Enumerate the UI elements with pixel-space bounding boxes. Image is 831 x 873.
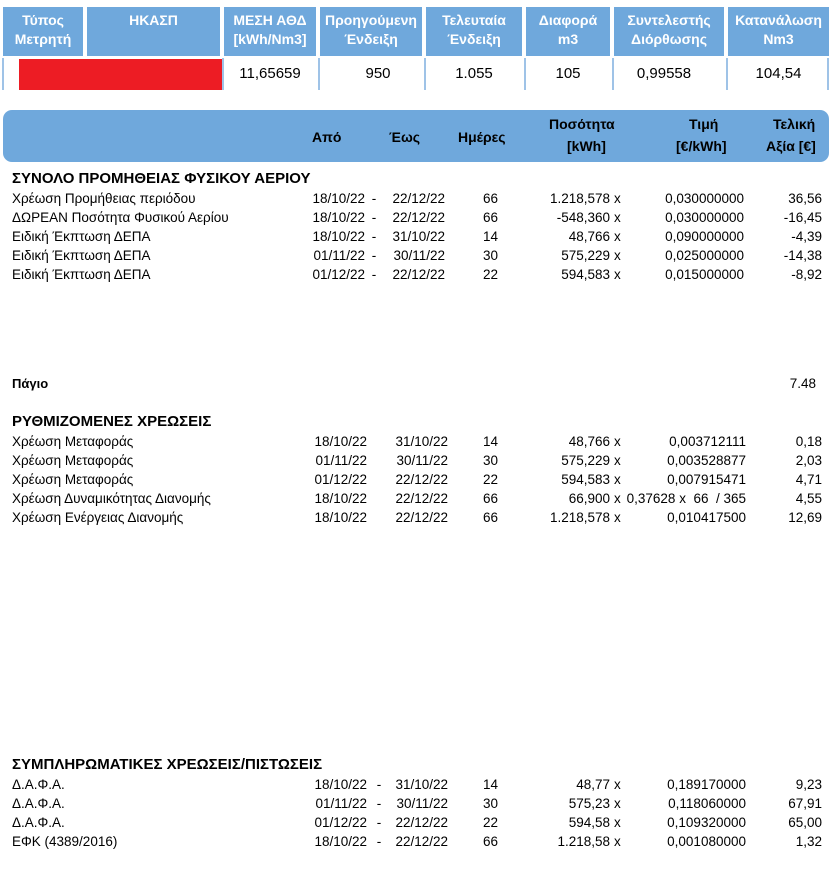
row-value: -14,38 — [783, 248, 822, 263]
table-row — [0, 775, 831, 794]
row-multiply: x — [614, 434, 621, 449]
row-price: 0,118060000 — [668, 796, 746, 811]
col-header-from: Από — [312, 129, 342, 145]
row-description: Ειδική Έκπτωση ΔΕΠΑ — [12, 229, 151, 244]
row-dash: - — [376, 796, 382, 811]
row-description: Δ.Α.Φ.Α. — [12, 777, 65, 792]
row-description: ΕΦΚ (4389/2016) — [12, 834, 118, 849]
row-price: 0,003528877 — [667, 453, 746, 468]
table-row — [0, 813, 831, 832]
row-from: 18/10/22 — [312, 210, 365, 225]
row-to: 22/12/22 — [395, 510, 448, 525]
table-row — [0, 432, 831, 451]
row-quantity: 594,58 — [568, 815, 610, 830]
row-price: 0,025000000 — [665, 248, 744, 263]
row-from: 18/10/22 — [314, 777, 367, 792]
row-quantity: 575,23 — [568, 796, 610, 811]
value-consumption: 104,54 — [755, 65, 802, 82]
row-multiply: x — [614, 229, 621, 244]
header-avg-gcv-line1: ΜΕΣΗ ΑΘΔ — [233, 12, 307, 28]
row-price: 0,109320000 — [667, 815, 746, 830]
header-hkasp-line1: ΗΚΑΣΠ — [129, 12, 178, 28]
row-price: 0,001080000 — [667, 834, 746, 849]
header-last-reading-line1: Τελευταία — [442, 12, 506, 28]
row-multiply: x — [614, 834, 621, 849]
row-quantity: 594,583 — [561, 267, 610, 282]
header-correction-factor — [614, 7, 724, 56]
header-difference — [526, 7, 610, 56]
section-title-supplementary: ΣΥΜΠΛΗΡΩΜΑΤΙΚΕΣ ΧΡΕΩΣΕΙΣ/ΠΙΣΤΩΣΕΙΣ — [12, 756, 323, 773]
header-last-reading — [426, 7, 522, 56]
row-description: ΔΩΡΕΑΝ Ποσότητα Φυσικού Αερίου — [12, 210, 229, 225]
row-from: 01/11/22 — [315, 796, 367, 811]
fixed-fee-value: 7.48 — [789, 376, 816, 391]
row-days: 66 — [482, 491, 498, 506]
row-value: 36,56 — [788, 191, 822, 206]
header-meter-type — [3, 7, 83, 56]
row-from: 01/11/22 — [315, 453, 367, 468]
col-header-qty-unit: [kWh] — [567, 138, 606, 154]
header-last-reading-line2: Ένδειξη — [447, 31, 501, 47]
row-price: 0,010417500 — [667, 510, 746, 525]
row-value: 1,32 — [795, 834, 822, 849]
row-value: -4,39 — [791, 229, 822, 244]
value-previous-reading: 950 — [365, 65, 391, 82]
row-value: 4,55 — [795, 491, 822, 506]
row-value: 67,91 — [788, 796, 822, 811]
row-price: 0,007915471 — [667, 472, 746, 487]
row-description: Χρέωση Μεταφοράς — [12, 434, 134, 449]
row-to: 30/11/22 — [396, 796, 448, 811]
row-days: 30 — [482, 453, 498, 468]
row-days: 22 — [482, 815, 498, 830]
row-to: 22/12/22 — [395, 491, 448, 506]
section-title-supply: ΣΥΝΟΛΟ ΠΡΟΜΗΘΕΙΑΣ ΦΥΣΙΚΟΥ ΑΕΡΙΟΥ — [12, 170, 311, 187]
row-description: Χρέωση Μεταφοράς — [12, 472, 134, 487]
row-value: -8,92 — [791, 267, 822, 282]
row-description: Χρέωση Μεταφοράς — [12, 453, 134, 468]
header-correction-factor-line1: Συντελεστής — [627, 12, 711, 28]
row-value: 2,03 — [795, 453, 822, 468]
row-from: 01/12/22 — [314, 815, 367, 830]
row-dash: - — [371, 229, 377, 244]
row-description: Δ.Α.Φ.Α. — [12, 815, 65, 830]
row-quantity: 48,766 — [568, 229, 610, 244]
row-dash: - — [376, 777, 382, 792]
header-consumption-line1: Κατανάλωση — [735, 12, 822, 28]
header-meter-type-line2: Μετρητή — [14, 31, 72, 47]
row-description: Χρέωση Δυναμικότητας Διανομής — [12, 491, 211, 506]
table-row — [0, 508, 831, 527]
row-price: 0,189170000 — [667, 777, 746, 792]
header-previous-reading — [320, 7, 422, 56]
row-days: 66 — [482, 210, 498, 225]
row-from: 01/12/22 — [312, 267, 365, 282]
value-last-reading: 1.055 — [455, 65, 493, 82]
row-dash: - — [371, 267, 377, 282]
fixed-fee-label: Πάγιο — [12, 376, 49, 391]
cell-divider — [2, 58, 4, 90]
header-correction-factor-line2: Διόρθωσης — [631, 31, 707, 47]
header-previous-reading-line1: Προηγούμενη — [325, 12, 417, 28]
row-to: 30/11/22 — [396, 453, 448, 468]
row-price: 0,090000000 — [665, 229, 744, 244]
row-quantity: 66,900 — [568, 491, 610, 506]
row-quantity: 1.218,578 — [549, 191, 610, 206]
row-price: 0,003712111 — [669, 434, 746, 449]
value-correction-factor: 0,99558 — [636, 65, 692, 82]
row-dash: - — [371, 210, 377, 225]
header-difference-line2: m3 — [557, 31, 579, 47]
table-row — [0, 794, 831, 813]
header-consumption — [728, 7, 829, 56]
row-from: 18/10/22 — [312, 229, 365, 244]
row-from: 18/10/22 — [314, 434, 367, 449]
header-consumption-line2: Nm3 — [763, 31, 794, 47]
row-to: 22/12/22 — [392, 191, 445, 206]
table-row — [0, 189, 831, 208]
row-price: 0,030000000 — [665, 191, 744, 206]
row-to: 30/11/22 — [393, 248, 445, 263]
row-multiply: x — [614, 510, 621, 525]
row-multiply: x — [614, 472, 621, 487]
col-header-qty: Ποσότητα — [549, 116, 615, 132]
col-header-value-unit: Αξία [€] — [766, 138, 816, 154]
table-row — [0, 265, 831, 284]
row-multiply: x — [614, 491, 621, 506]
table-row — [0, 489, 831, 508]
row-to: 22/12/22 — [392, 267, 445, 282]
value-difference: 105 — [555, 65, 581, 82]
row-value: 4,71 — [795, 472, 822, 487]
row-multiply: x — [614, 796, 621, 811]
table-row — [0, 470, 831, 489]
row-from: 18/10/22 — [314, 491, 367, 506]
row-price: 0,030000000 — [665, 210, 744, 225]
col-header-price-unit: [€/kWh] — [676, 138, 727, 154]
header-difference-line1: Διαφορά — [538, 12, 598, 28]
row-multiply: x — [614, 191, 621, 206]
row-to: 22/12/22 — [395, 472, 448, 487]
header-meter-type-line1: Τύπος — [22, 12, 64, 28]
redacted-hkasp-block — [19, 59, 224, 90]
row-multiply: x — [614, 210, 621, 225]
row-to: 31/10/22 — [395, 434, 448, 449]
row-quantity: 575,229 — [561, 453, 610, 468]
row-multiply: x — [614, 777, 621, 792]
row-price: 0,015000000 — [665, 267, 744, 282]
row-quantity: 48,77 — [576, 777, 610, 792]
table-row — [0, 246, 831, 265]
row-days: 14 — [482, 434, 498, 449]
table-row — [0, 451, 831, 470]
row-value: -16,45 — [783, 210, 822, 225]
row-description: Ειδική Έκπτωση ΔΕΠΑ — [12, 267, 151, 282]
row-from: 01/11/22 — [313, 248, 365, 263]
col-header-days: Ημέρες — [458, 129, 506, 145]
header-avg-gcv-line2: [kWh/Nm3] — [233, 31, 307, 47]
row-multiply: x — [614, 453, 621, 468]
row-dash: - — [371, 191, 377, 206]
row-description: Χρέωση Προμήθειας περιόδου — [12, 191, 196, 206]
row-to: 31/10/22 — [395, 777, 448, 792]
row-multiply: x — [614, 248, 621, 263]
row-quantity: 1.218,58 — [557, 834, 610, 849]
row-value: 0,18 — [795, 434, 822, 449]
row-days: 14 — [482, 777, 498, 792]
col-header-price: Τιμή — [689, 116, 719, 132]
row-quantity: -548,360 — [556, 210, 610, 225]
row-days: 66 — [482, 510, 498, 525]
row-value: 65,00 — [788, 815, 822, 830]
value-avg-gcv: 11,65659 — [239, 65, 301, 82]
row-description: Χρέωση Ενέργειας Διανομής — [12, 510, 184, 525]
col-header-to: Έως — [389, 129, 421, 145]
row-to: 22/12/22 — [395, 815, 448, 830]
row-to: 22/12/22 — [392, 210, 445, 225]
header-previous-reading-line2: Ένδειξη — [344, 31, 398, 47]
row-days: 66 — [482, 834, 498, 849]
row-description: Ειδική Έκπτωση ΔΕΠΑ — [12, 248, 151, 263]
row-to: 31/10/22 — [392, 229, 445, 244]
row-from: 18/10/22 — [314, 510, 367, 525]
row-dash: - — [371, 248, 377, 263]
row-days: 22 — [482, 267, 498, 282]
col-header-value: Τελική — [773, 116, 816, 132]
row-value: 9,23 — [795, 777, 822, 792]
row-multiply: x — [614, 267, 621, 282]
header-hkasp — [87, 7, 220, 56]
table-row — [0, 227, 831, 246]
row-multiply: x — [614, 815, 621, 830]
row-from: 18/10/22 — [314, 834, 367, 849]
row-description: Δ.Α.Φ.Α. — [12, 796, 65, 811]
row-quantity: 594,583 — [561, 472, 610, 487]
row-days: 14 — [482, 229, 498, 244]
row-from: 18/10/22 — [312, 191, 365, 206]
row-dash: - — [376, 834, 382, 849]
row-quantity: 1.218,578 — [549, 510, 610, 525]
header-avg-gcv — [224, 7, 316, 56]
row-quantity: 575,229 — [561, 248, 610, 263]
row-days: 66 — [482, 191, 498, 206]
row-days: 30 — [482, 796, 498, 811]
row-value: 12,69 — [788, 510, 822, 525]
section-title-regulated: ΡΥΘΜΙΖΟΜΕΝΕΣ ΧΡΕΩΣΕΙΣ — [12, 413, 212, 430]
row-from: 01/12/22 — [314, 472, 367, 487]
row-price: 0,37628 x 66 / 365 — [626, 491, 746, 506]
row-to: 22/12/22 — [395, 834, 448, 849]
row-quantity: 48,766 — [568, 434, 610, 449]
row-days: 30 — [482, 248, 498, 263]
row-days: 22 — [482, 472, 498, 487]
table-row — [0, 832, 831, 851]
table-row — [0, 208, 831, 227]
row-dash: - — [376, 815, 382, 830]
